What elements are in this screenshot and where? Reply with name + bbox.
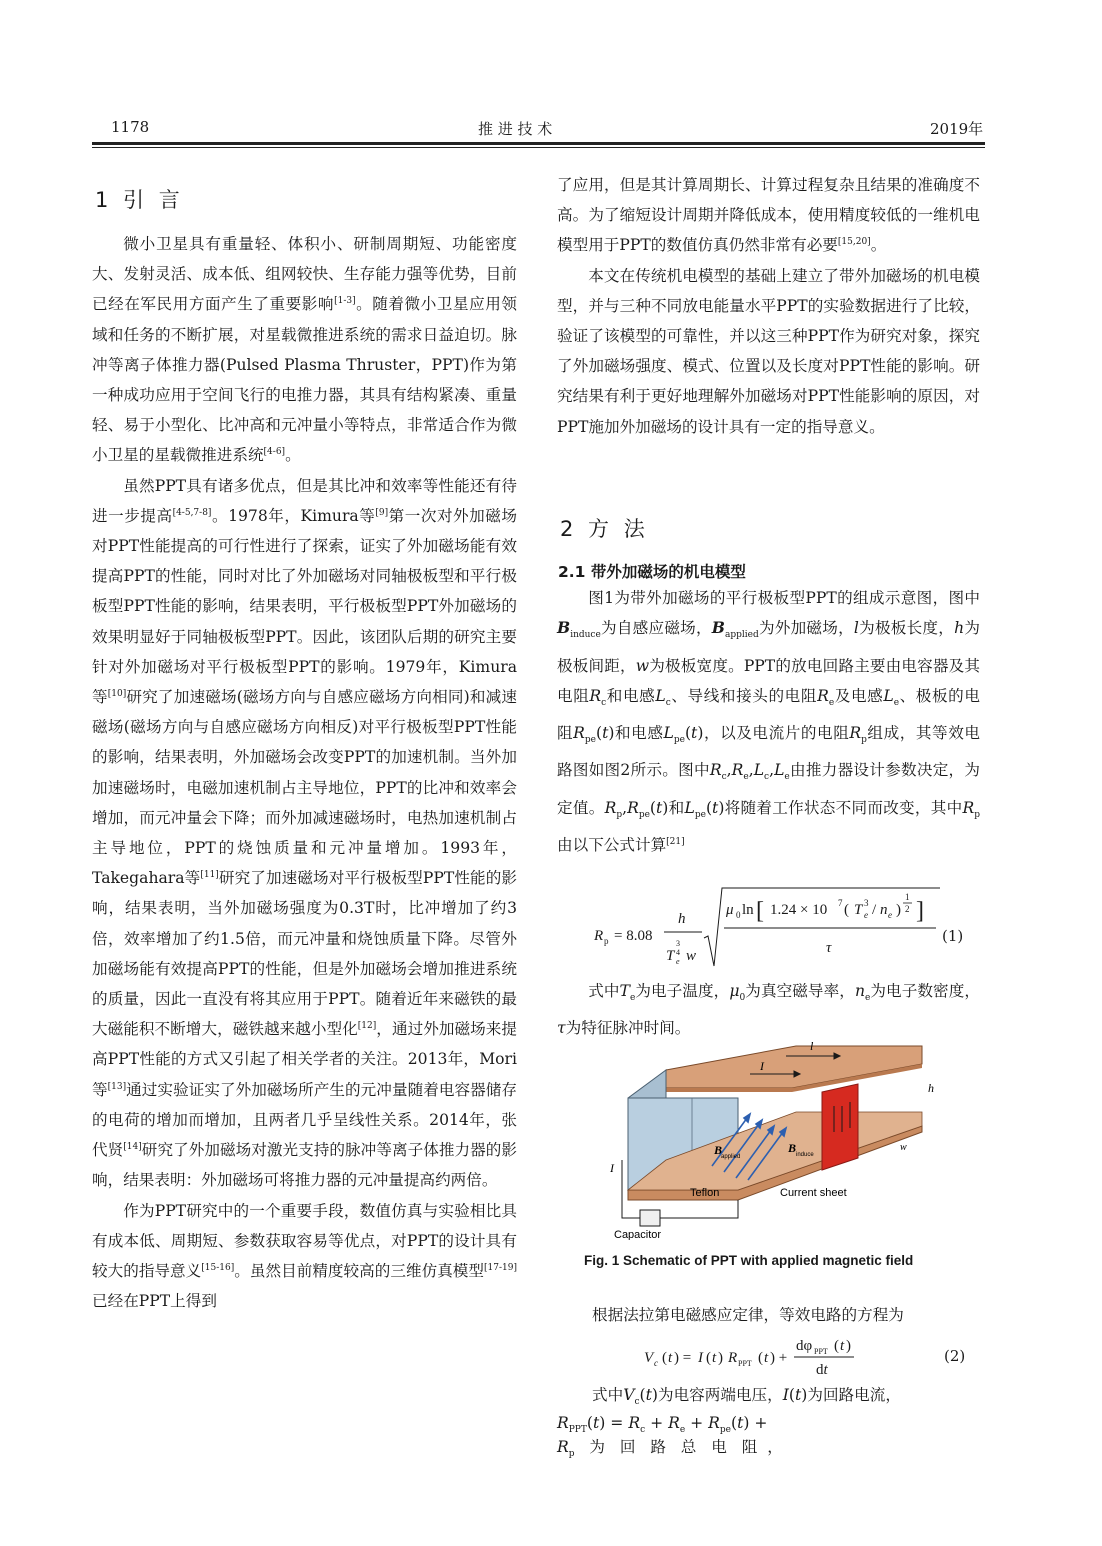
paragraph-intro-1: 微小卫星具有重量轻、体积小、研制周期短、功能密度大、发射灵活、成本低、组网较快、生存能力强等优势，目前已经在军民用方面产生了重要影响[1-3]。随着微小卫星应用领域和任务的不断扩展，对星载微推进系统的需求日益迫切。脉冲等离子体推力器(Pulsed Plasma Thruster，PPT)作为第一种成功应用于空间飞行的电推力器，其具有结构紧凑、重量轻、易于小型化、比冲高和元冲量小等特点，非常适合作为微小卫星的星载微推进系统[4-6]。: [92, 235, 517, 465]
svg-text:V: V: [644, 1350, 654, 1366]
svg-text:h: h: [678, 911, 686, 927]
svg-text:w: w: [686, 948, 697, 964]
svg-text:) =: ) =: [674, 1350, 692, 1366]
svg-text:1: 1: [905, 892, 910, 902]
equation-1-number: (1): [942, 927, 964, 945]
figure-1-caption: Fig. 1 Schematic of PPT with applied magnetic field: [584, 1253, 914, 1268]
svg-text:t: t: [840, 1338, 845, 1354]
label-h: h: [928, 1081, 934, 1095]
svg-text:2: 2: [905, 904, 910, 914]
svg-text:[: [: [756, 898, 764, 924]
svg-text:(: (: [706, 1350, 711, 1366]
capacitor-icon: [640, 1210, 660, 1226]
svg-text:): ): [846, 1338, 851, 1354]
svg-text:(: (: [662, 1350, 667, 1366]
svg-text:1.24 × 10: 1.24 × 10: [770, 902, 828, 918]
current-sheet: [822, 1084, 858, 1170]
paragraph-this-work: 本文在传统机电模型的基础上建立了带外加磁场的机电模型，并与三种不同放电能量水平PPT的实验数据进行了比较，验证了该模型的可靠性，并以这三种PPT作为研究对象，探究了外加磁场强度、模式、位置以及长度对PPT性能的影响。研究结果有利于更好地理解外加磁场对PPT性能影响的原因，对PPT施加外加磁场的设计具有一定的指导意义。: [557, 266, 980, 436]
svg-text:t: t: [764, 1350, 769, 1366]
svg-text:n: n: [880, 902, 888, 918]
label-I-left: I: [610, 1161, 614, 1175]
svg-text:(: (: [758, 1350, 763, 1366]
svg-text:T: T: [854, 902, 863, 918]
svg-text:e: e: [676, 957, 680, 966]
label-l: l: [810, 1040, 814, 1053]
top-electrode: [666, 1046, 922, 1088]
label-I-top: I: [760, 1059, 764, 1073]
svg-text:(: (: [834, 1338, 839, 1354]
paragraph-faraday: 根据法拉第电磁感应定律，等效电路的方程为: [592, 1306, 904, 1324]
label-current-sheet: Current sheet: [780, 1187, 847, 1199]
equation-1: [590, 880, 990, 970]
svg-text:PPT: PPT: [738, 1359, 752, 1368]
label-capacitor: Capacitor: [614, 1229, 662, 1240]
svg-text:/: /: [872, 902, 877, 918]
header-rule-thick: [92, 142, 985, 145]
svg-text:7: 7: [838, 898, 843, 908]
equation-2-number: (2): [944, 1347, 966, 1365]
label-teflon: Teflon: [690, 1187, 720, 1199]
section-heading-1: 1 引 言: [95, 188, 184, 212]
svg-text:0: 0: [736, 910, 741, 920]
svg-text:]: ]: [916, 898, 924, 924]
svg-text:e: e: [888, 910, 892, 920]
label-b-applied-sub: applied: [721, 1154, 741, 1160]
right-column-model: [557, 583, 980, 860]
year: 2019年: [930, 120, 984, 138]
label-b-induce: B: [788, 1141, 797, 1155]
svg-text:R: R: [728, 1350, 738, 1366]
svg-text:μ: μ: [726, 902, 734, 918]
paragraph-intro-3: 作为PPT研究中的一个重要手段，数值仿真与实验相比具有成本低、周期短、参数获取容易等优点，对PPT的设计具有较大的指导意义[15-16]。虽然目前精度较高的三维仿真模型[17-19]已经在PPT上得到: [92, 1201, 517, 1311]
svg-text:): ): [718, 1350, 723, 1366]
svg-text:t: t: [668, 1350, 673, 1366]
paragraph-total-resistance: $R_{PPT}(t) = R_c + R_e + R_{pe}(t) + R_p$ 为 回 路 总 电 阻 ，: [557, 1414, 783, 1460]
equation-2: [640, 1334, 900, 1380]
right-column-top: [557, 170, 980, 442]
svg-text:) +: ) +: [770, 1350, 788, 1366]
paragraph-eq1-symbols: 式中$T_e$为电子温度，$\mu_0$为真空磁导率，$n_e$为电子数密度，τ为特征脉冲时间。: [557, 982, 980, 1038]
svg-text:R: R: [594, 928, 604, 944]
svg-text:3: 3: [864, 898, 869, 908]
svg-text:dt: dt: [816, 1362, 828, 1378]
paragraph-intro-2: 虽然PPT具有诸多优点，但是其比冲和效率等性能还有待进一步提高[4-5,7-8]。1978年，Kimura等[9]第一次对外加磁场对PPT性能提高的可行性进行了探索，证实了外加磁场能有效提高PPT的性能，同时对比了外加磁场对同轴极板型和平行极板型PPT性能的影响，结果表明，平行极板型PPT外加磁场的效果明显好于同轴极板型PPT。因此，该团队后期的研究主要针对外加磁场对平行极板型PPT的影响。1979年，Kimura等[10]研究了加速磁场(磁场方向与自感应磁场方向相同)和减速磁场(磁场方向与自感应磁场方向相反)对平行极板型PPT性能的影响，结果表明，外加磁场会改变PPT的加速机制。当外加加速磁场时，电磁加速机制占主导地位，PPT的比冲和效率会增加，而元冲量会下降；而外加减速磁场时，电热加速机制占主导地位，PPT的烧蚀质量和元冲量增加。1993年，Takegahara等[11]研究了加速磁场对平行极板型PPT性能的影响，结果表明，当外加磁场强度为0.3T时，比冲增加了约3倍，效率增加了约1.5倍，而元冲量和烧蚀质量下降。尽管外加磁场能有效提高PPT的性能，但是外加磁场会增加推进系统的质量，因此一直没有将其应用于PPT。随着近年来磁铁的最大磁能积不断增大，磁铁越来越小型化[12]，通过外加磁场来提高PPT性能的方式又引起了相关学者的关注。2013年，Mori等[13]通过实验证实了外加磁场所产生的元冲量随着电容器储存的电荷的增加而增加，且两者几乎呈线性关系。2014年，张代贤[14]研究了外加磁场对激光支持的脉冲等离子体推力器的影响，结果表明：外加磁场可将推力器的元冲量提高约两倍。: [92, 476, 517, 1190]
journal-name: 推 进 技 术: [478, 120, 553, 138]
svg-text:t: t: [712, 1350, 717, 1366]
paragraph-continuation: 了应用，但是其计算周期长、计算过程复杂且结果的准确度不高。为了缩短设计周期并降低成本，使用精度较低的一维机电模型用于PPT的数值仿真仍然非常有必要[15,20]。: [557, 176, 980, 255]
subsection-heading-2-1: 2.1 带外加磁场的机电模型: [558, 563, 746, 581]
svg-text:): ): [896, 902, 901, 918]
svg-text:e: e: [864, 910, 868, 920]
svg-text:c: c: [654, 1358, 658, 1368]
label-b-induce-sub: induce: [796, 1152, 814, 1158]
svg-text:dφ: dφ: [796, 1338, 813, 1354]
svg-text:τ: τ: [826, 940, 832, 956]
left-column: [92, 229, 517, 1316]
figure-1-ppt-schematic: [600, 1040, 940, 1240]
page-number: 1178: [111, 118, 150, 136]
paragraph-model: 图1为带外加磁场的平行极板型PPT的组成示意图，图中$B_{induce}$为自感应磁场，$B_{applied}$为外加磁场，l为极板长度，h为极板间距，w为极板宽度。PPT的放电回路主要由电容器及其电阻$R_c$和电感$L_c$、导线和接头的电阻$R_e$及电感$L_e$、极板的电阻$R_{pe}(t)$和电感$L_{pe}(t)$，以及电流片的电阻$R_p$组成，其等效电路图如图2所示。图中$R_c,R_e,L_c,L_e$由推力器设计参数决定，为定值。$R_p,R_{pe}(t)$和$L_{pe}(t)$将随着工作状态不同而改变，其中$R_p$由以下公式计算[21]: [557, 589, 980, 854]
svg-text:3: 3: [676, 939, 680, 948]
svg-text:4: 4: [676, 948, 680, 957]
svg-text:I: I: [698, 1350, 703, 1366]
svg-text:T: T: [666, 948, 675, 964]
label-b-applied: B: [714, 1143, 723, 1157]
section-heading-2: 2 方 法: [560, 517, 649, 541]
svg-text:= 8.08: = 8.08: [614, 928, 653, 944]
svg-text:PPT: PPT: [814, 1347, 828, 1356]
svg-text:p: p: [604, 936, 609, 946]
paragraph-eq2-symbols: 式中$V_c(t)$为电容两端电压，I(t)为回路电流，: [592, 1386, 901, 1408]
svg-text:ln: ln: [742, 902, 754, 918]
header-rule-thin: [92, 147, 985, 148]
svg-text:(: (: [844, 902, 849, 918]
label-w: w: [900, 1142, 907, 1153]
